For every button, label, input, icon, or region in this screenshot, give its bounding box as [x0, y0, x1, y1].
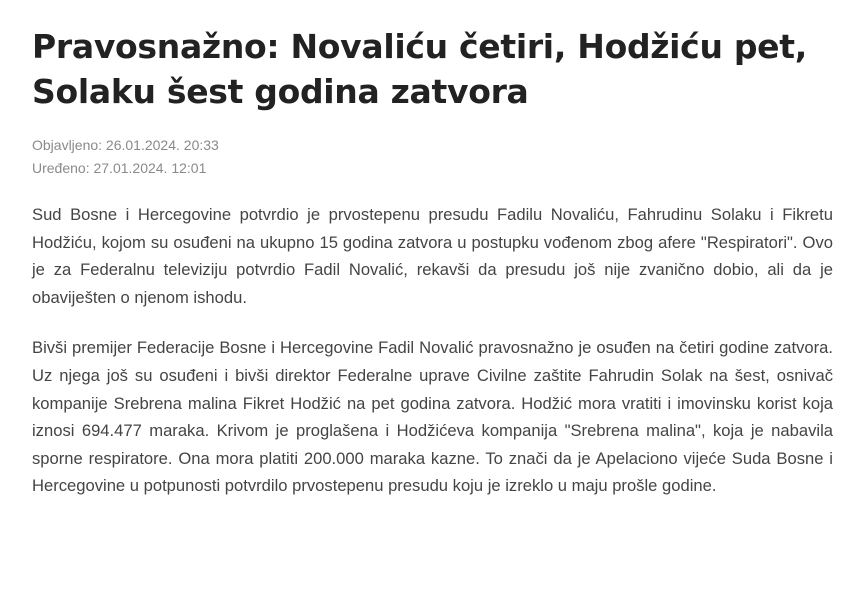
article-paragraph: Sud Bosne i Hercegovine potvrdio je prvostepenu presudu Fadilu Novaliću, Fahrudinu Solaku i Fikretu Hodžiću, kojom su osuđeni na ukupno 15 godina zatvora u postupku vođenom zbog afere "Respiratori". Ovo je za Federalnu televiziju potvrdio Fadil Novalić, rekavši da presudu još nije zvanično dobio, ali da je obaviješten o njenom ishodu. — [32, 205, 833, 307]
article-title: Pravosnažno: Novaliću četiri, Hodžiću pet, Solaku šest godina zatvora — [32, 27, 807, 111]
article-meta — [32, 134, 833, 180]
edited-date: Uređeno: 27.01.2024. 12:01 — [32, 160, 207, 176]
article-paragraph: Bivši premijer Federacije Bosne i Hercegovine Fadil Novalić pravosnažno je osuđen na četiri godine zatvora. Uz njega još su osuđeni i bivši direktor Federalne uprave Civilne zaštite Fahrudin Solak na šest, osnivač kompanije Srebrena malina Fikret Hodžić na pet godina zatvora. Hodžić mora vratiti i imovinsku korist koja iznosi 694.477 maraka. Krivom je proglašena i Hodžićeva kompanija "Srebrena malina", koja je nabavila sporne respiratore. Ona mora platiti 200.000 maraka kazne. To znači da je Apelaciono vijeće Suda Bosne i Hercegovine u potpunosti potvrdilo prvostepenu presudu koju je izreklo u maju prošle godine. — [32, 338, 833, 496]
article-body — [32, 201, 833, 500]
published-date: Objavljeno: 26.01.2024. 20:33 — [32, 137, 219, 153]
